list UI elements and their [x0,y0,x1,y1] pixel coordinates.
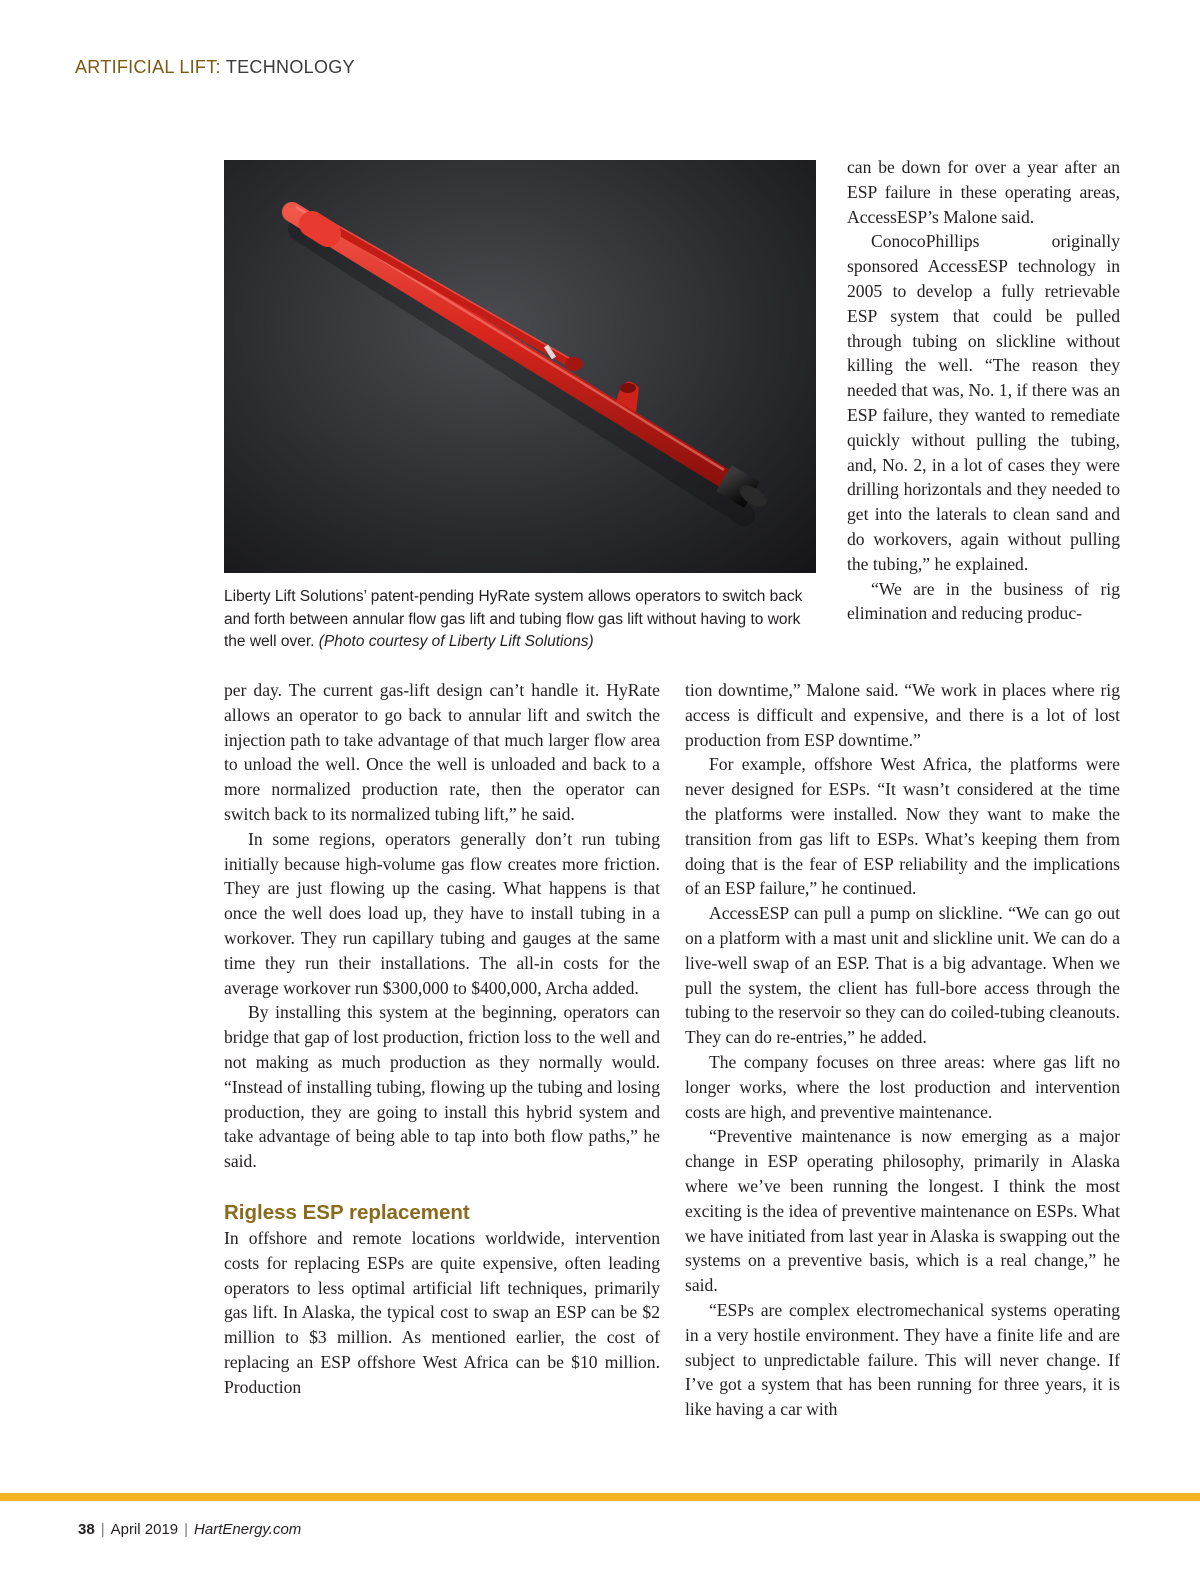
body-paragraph: “ESPs are complex electromechanical systems operating in a very hostile environment. They have a finite life and are subject to unpredictable failure. This will never change. If I’ve got a system that has been running for three years, it is like having a car with [685,1299,1120,1420]
top-collar [312,224,328,234]
body-paragraph: can be down for over a year after an ESP failure in these operating areas, AccessESP’s Malone said. [847,157,1120,227]
body-paragraph: By installing this system at the beginning, operators can bridge that gap of lost production, friction loss to the well and not making as much production as they normally would. “Instead of installing tubing, flowing up the tubing and losing production, they are going to install this hybrid system and take advantage of being able to tap into both flow paths,” he said. [224,1002,660,1172]
body-paragraph: “Preventive maintenance is now emerging as a major change in ESP operating philosophy, primarily in Alaska where we’ve been running the longest. I think the most exciting is the idea of preventive maintenance on ESPs. What we have initiated from last year in Alaska is swapping out the systems on a preventive basis, which is a real change,” he said. [685,1126,1120,1296]
tubing-shadow [299,230,744,515]
caption-credit: (Photo courtesy of Liberty Lift Solutions) [318,633,594,650]
body-paragraph: “We are in the business of rig elimination and reducing produc- [847,578,1120,624]
caption-text: Liberty Lift Solutions’ patent-pending HyRate system allows operators to switch back and forth between annular flow gas lift and tubing flow gas lift without having to work the well over. [224,588,803,650]
header-section: TECHNOLOGY [225,57,355,77]
body-paragraph: In some regions, operators generally don’t run tubing initially because high-volume gas flow creates more friction. They are just flowing up the casing. What happens is that once the well does load up, they have to install tubing in a workover. They run capillary tubing and gauges at the same time they run their installations. The all-in costs for the average workover run $300,000 to $400,000, Archa added. [224,828,660,998]
header-kicker: ARTIFICIAL LIFT: [75,57,221,77]
running-header [75,57,355,78]
body-paragraph: The company focuses on three areas: where gas lift no longer works, where the lost production and intervention costs are high, and preventive maintenance. [685,1051,1120,1122]
footer-separator: | [184,1521,189,1538]
side-tube-end [565,357,583,371]
body-paragraph: per day. The current gas-lift design can’t handle it. HyRate allows an operator to go back to annular lift and switch the injection path to take advantage of that much larger flow area to unload the well. Once the well is unloaded and back to a more normalized production rate, then the operator can switch back to its normalized tubing lift,” he said. [224,680,660,824]
body-paragraph: ConocoPhillips originally sponsored AccessESP technology in 2005 to develop a fully retrievable ESP system that could be pulled through tubing on slickline without killing the well. “The reason they needed that was, No. 1, if there was an ESP failure, they wanted to remediate quickly without pulling the tubing, and, No. 2, in a lot of cases they were drilling horizontals and they needed to get into the laterals to clean sand and do workovers, again without pulling the tubing,” he explained. [847,231,1120,574]
side-tube [324,222,569,362]
body-paragraph: AccessESP can pull a pump on slickline. “We can go out on a platform with a mast unit and slickline unit. We can do a live-well swap of an ESP. That is a big advantage. When we pull the system, the client has full-bore access through the tubing to the reservoir so they can do coiled-tubing cleanouts. They can do re-entries,” he added. [685,903,1120,1048]
footer-accent-bar [0,1493,1200,1501]
page-footer [78,1521,301,1538]
body-paragraph: tion downtime,” Malone said. “We work in places where rig access is difficult and expensive, and there is a lot of lost production from ESP downtime.” [685,680,1120,750]
footer-separator: | [100,1521,105,1538]
subheading: Rigless ESP replacement [224,1200,470,1224]
page-number: 38 [78,1521,95,1538]
site-link[interactable]: HartEnergy.com [194,1521,302,1538]
issue-date: April 2019 [110,1521,179,1538]
body-paragraph: For example, offshore West Africa, the platforms were never designed for ESPs. “It wasn’t considered at the time the platforms were installed. Now they want to make the transition from gas lift to ESPs. What’s keeping them from doing that is the fear of ESP reliability and the implications of an ESP failure,” he continued. [685,754,1120,899]
valve-port-opening [620,383,636,393]
body-paragraph: In offshore and remote locations worldwide, intervention costs for replacing ESPs are quite expensive, often leading operators to less optimal artificial lift techniques, primarily gas lift. In Alaska, the typical cost to swap an ESP can be $2 million to $3 million. As mentioned earlier, the cost of replacing an ESP offshore West Africa can be $10 million. Production [224,1227,660,1397]
product-photo [224,160,816,573]
photo-caption [224,586,824,654]
left-column [224,678,660,1400]
right-column-top [847,155,1120,626]
right-column-bottom [685,678,1120,1422]
main-tube [292,212,724,478]
red-tubing-illustration [224,160,816,573]
